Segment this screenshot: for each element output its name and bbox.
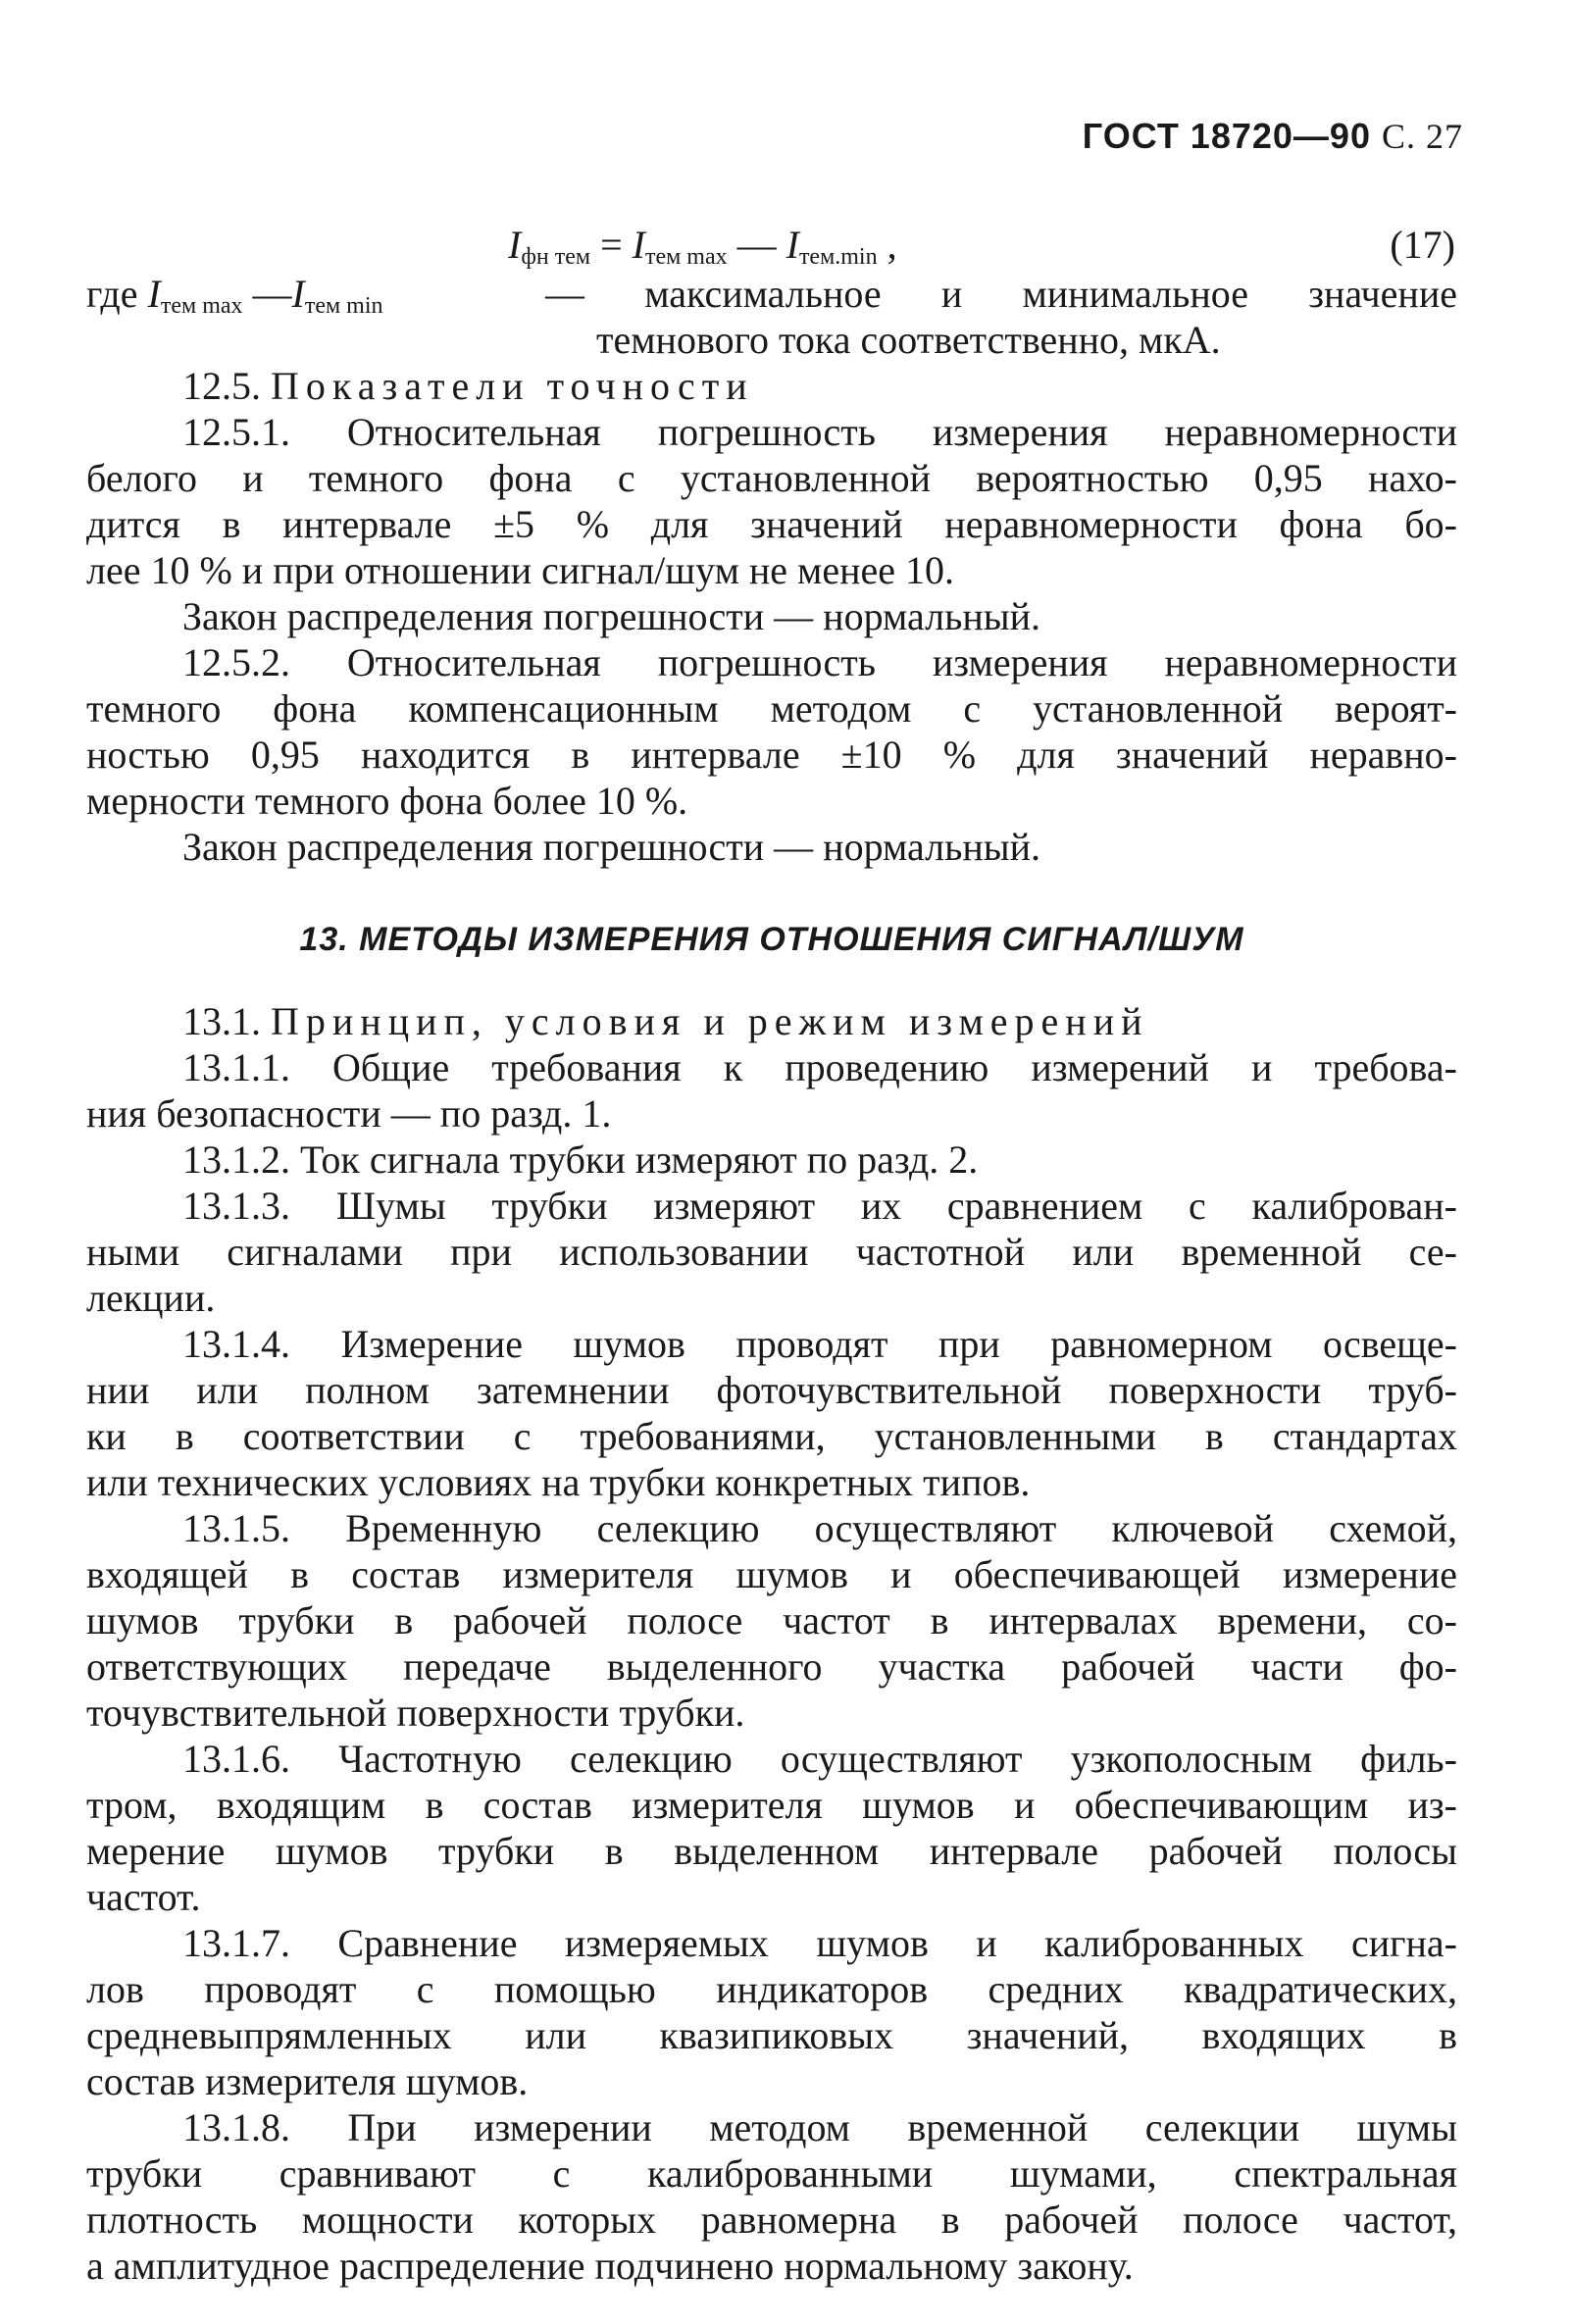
formula-expression: $I_{фн тем} = I_{тем max}$ — $I_{тем.min}$ , [508,223,897,270]
paragraph-line: входящей в состав измерителя шумов и обеспечивающей измерение [86,1552,1457,1596]
paragraph-line: лее 10 % и при отношении сигнал/шум не менее 10. [86,548,955,592]
paragraph-line: мерности темного фона более 10 %. [86,779,688,823]
paragraph-line: шумов трубки в рабочей полосе частот в интервалах времени, со- [86,1598,1457,1642]
paragraph-line: темного фона компенсационным методом с установленной вероят- [86,686,1457,731]
paragraph-line: состав измерителя шумов. [86,2059,529,2103]
paragraph-line: ностью 0,95 находится в интервале ±10 % для значений неравно- [86,733,1457,777]
paragraph-line: 13.1.2. Ток сигнала трубки измеряют по разд. 2. [182,1137,979,1182]
paragraph-line: ки в соответствии с требованиями, установленными в стандартах [86,1414,1457,1458]
formula-legend [86,271,1457,317]
paragraph-line: 13.1.6. Частотную селекцию осуществляют узкополосным филь- [182,1737,1457,1781]
paragraph-line: Закон распределения погрешности — нормальный. [182,825,1041,869]
paragraph-line: 13.1.3. Шумы трубки измеряют их сравнением с калиброван- [182,1184,1457,1228]
paragraph-line: дится в интервале ±5 % для значений неравномерности фона бо- [86,502,1457,546]
page-number: С. 27 [1381,117,1463,156]
paragraph-line: лов проводят с помощью индикаторов средних квадратических, [86,1967,1457,2011]
standard-number: ГОСТ 18720—90 [1082,116,1371,156]
paragraph-line: ответствующих передаче выделенного участка рабочей части фо- [86,1644,1457,1689]
paragraph-line: частот. [86,1875,201,1919]
paragraph-line: ными сигналами при использовании частотной или временной се- [86,1230,1457,1274]
paragraph-line: 12.5.1. Относительная погрешность измерения неравномерности [182,410,1457,454]
paragraph-line: нии или полном затемнении фоточувствительной поверхности труб- [86,1368,1457,1412]
paragraph-line: ния безопасности — по разд. 1. [86,1091,612,1136]
section-title-13: 13. МЕТОДЫ ИЗМЕРЕНИЯ ОТНОШЕНИЯ СИГНАЛ/ШУМ [299,921,1244,958]
paragraph-line: 13.1.7. Сравнение измеряемых шумов и калиброванных сигна- [182,1921,1457,1965]
paragraph-line: лекции. [86,1276,216,1320]
paragraph-line: плотность мощности которых равномерна в рабочей полосе частот, [86,2198,1457,2242]
paragraph-line: мерение шумов трубки в выделенном интервале рабочей полосы [86,1829,1457,1873]
legend-description: — максимальное и минимальное значение [545,272,1457,316]
legend-description-cont: темнового тока соответственно, мкА. [596,318,1221,362]
paragraph-line: точувствительной поверхности трубки. [86,1691,745,1735]
subsection-heading-13-1: 13.1. Принцип, условия и режим измерений [182,999,1149,1043]
legend-symbols: где $I_{тем max}$ $—I_{тем min}$ [86,272,383,319]
paragraph-line: Закон распределения погрешности — нормальный. [182,594,1041,638]
paragraph-line: 13.1.8. При измерении методом временной селекции шумы [182,2105,1457,2149]
equation-number: (17) [1390,223,1455,267]
paragraph-line: тром, входящим в состав измерителя шумов и обеспечивающим из- [86,1783,1457,1827]
document-body [86,216,1457,2289]
paragraph-line: трубки сравнивают с калиброванными шумами, спектральная [86,2151,1457,2196]
paragraph-line: 13.1.1. Общие требования к проведению измерений и требова- [182,1045,1457,1089]
subsection-heading-12-5: 12.5. Показатели точности [182,364,754,408]
paragraph-line: белого и темного фона с установленной вероятностью 0,95 нахо- [86,456,1457,500]
paragraph-line: 12.5.2. Относительная погрешность измерения неравномерности [182,640,1457,684]
paragraph-line: или технических условиях на трубки конкретных типов. [86,1460,1031,1504]
paragraph-line: средневыпрямленных или квазипиковых значений, входящих в [86,2013,1457,2057]
paragraph-line: а амплитудное распределение подчинено нормальному закону. [86,2244,1134,2288]
paragraph-line: 13.1.5. Временную селекцию осуществляют ключевой схемой, [182,1506,1457,1550]
page-header [1083,116,1463,157]
formula-17 [86,218,1457,271]
paragraph-line: 13.1.4. Измерение шумов проводят при равномерном освеще- [182,1322,1457,1366]
